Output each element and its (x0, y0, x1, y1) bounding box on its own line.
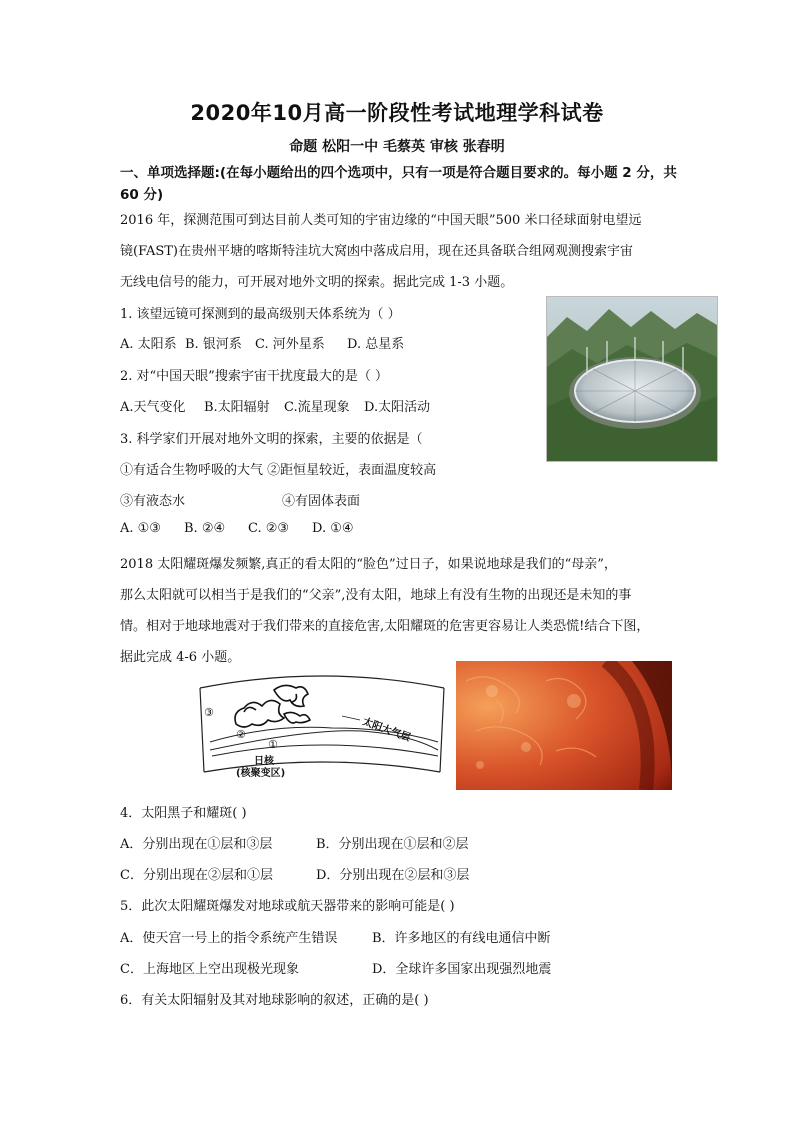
page-title: 2020年10月高一阶段性考试地理学科试卷 (190, 101, 604, 125)
q5-options-row1 (120, 927, 551, 946)
passage2-line2: 那么太阳就可以相当于是我们的“父亲”,没有太阳，地球上有没有生物的出现还是未知的事 (120, 588, 632, 603)
q5-option-d: D．全球许多国家出现强烈地震 (372, 962, 552, 977)
q2-options (120, 396, 430, 415)
q4-stem: 4．太阳黑子和耀斑( ) (120, 806, 247, 821)
passage2-line4: 据此完成 4-6 小题。 (120, 650, 241, 665)
q3-option-b: B. ②④ (184, 521, 226, 536)
passage2-line3: 情。相对于地球地震对于我们带来的直接危害,太阳耀斑的危害更容易让人类恐慌!结合下图， (120, 619, 650, 634)
section-header: 一、单项选择题:(在每小题给出的四个选项中，只有一项是符合题目要求的。每小题 2 分，共 60 分) (120, 165, 677, 203)
layer3-label: ③ (204, 706, 214, 719)
atmosphere-label: 太阳大气层 (360, 716, 412, 744)
q3-option-c: C. ②③ (248, 521, 290, 536)
q3-item1: ①有适合生物呼吸的大气 ②距恒星较近，表面温度较高 (120, 463, 437, 478)
q5-stem: 5．此次太阳耀斑爆发对地球或航天器带来的影响可能是( ) (120, 899, 455, 914)
core-label: 日核 (254, 756, 274, 767)
q4-options-row1 (120, 833, 469, 852)
q5-option-c: C．上海地区上空出现极光现象 (120, 962, 299, 977)
q1-stem: 1. 该望远镜可探测到的最高级别天体系统为（ ） (120, 307, 401, 322)
q3-option-a: A. ①③ (120, 521, 161, 536)
q1-option-d: D. 总星系 (347, 337, 405, 352)
q4-option-c: C．分别出现在②层和①层 (120, 868, 273, 883)
core-sublabel: (核聚变区) (236, 768, 286, 779)
sun-layers-drawing (192, 668, 452, 780)
layer2-label: ② (236, 728, 246, 741)
solar-flare-illustration (456, 661, 672, 790)
passage1-line1: 2016 年，探测范围可到达目前人类可知的宇宙边缘的“中国天眼”500 米口径球面射电望远 (120, 213, 642, 228)
authors-line: 命题 松阳一中 毛蔡英 审核 张春明 (289, 139, 505, 155)
fast-telescope-illustration (547, 297, 717, 461)
q4-option-d: D．分别出现在②层和③层 (316, 868, 470, 883)
q4-option-b: B．分别出现在①层和②层 (316, 837, 469, 852)
q1-option-a: A. 太阳系 (120, 337, 177, 352)
q5-option-a: A．使天宫一号上的指令系统产生错误 (120, 931, 338, 946)
q5-option-b: B．许多地区的有线电通信中断 (372, 931, 551, 946)
q2-option-b: B.太阳辐射 (204, 400, 270, 415)
q5-options-row2 (120, 958, 551, 977)
q3-stem: 3. 科学家们开展对地外文明的探索，主要的依据是（ (120, 432, 423, 447)
q4-option-a: A．分别出现在①层和③层 (120, 837, 273, 852)
q1-options (120, 333, 404, 352)
passage1-line3: 无线电信号的能力，可开展对地外文明的探索。据此完成 1-3 小题。 (120, 275, 514, 290)
q3-item3: ③有液态水 (120, 494, 186, 509)
passage2-line1: 2018 太阳耀斑爆发频繁,真正的看太阳的“脸色”过日子，如果说地球是我们的“母亲”， (120, 557, 617, 572)
q6-stem: 6．有关太阳辐射及其对地球影响的叙述，正确的是( ) (120, 993, 429, 1008)
q3-item4: ④有固体表面 (282, 494, 361, 509)
layer1-label: ① (268, 738, 278, 751)
q2-stem: 2. 对“中国天眼”搜索宇宙干扰度最大的是（ ） (120, 369, 388, 384)
q4-options-row2 (120, 864, 469, 883)
q1-option-b: B. 银河系 (185, 337, 242, 352)
q2-option-d: D.太阳活动 (364, 400, 431, 415)
sun-structure-diagram (192, 668, 452, 780)
q3-option-d: D. ①④ (312, 521, 354, 536)
q1-option-c: C. 河外星系 (255, 337, 325, 352)
sun-surface-photo (456, 661, 672, 790)
q3-options (120, 521, 354, 536)
fast-telescope-photo (546, 296, 718, 462)
q2-option-c: C.流星现象 (284, 400, 350, 415)
passage1-line2: 镜(FAST)在贵州平塘的喀斯特洼坑大窝凼中落成启用，现在还具备联合组网观测搜索宇宙 (120, 244, 633, 259)
q2-option-a: A.天气变化 (120, 400, 186, 415)
